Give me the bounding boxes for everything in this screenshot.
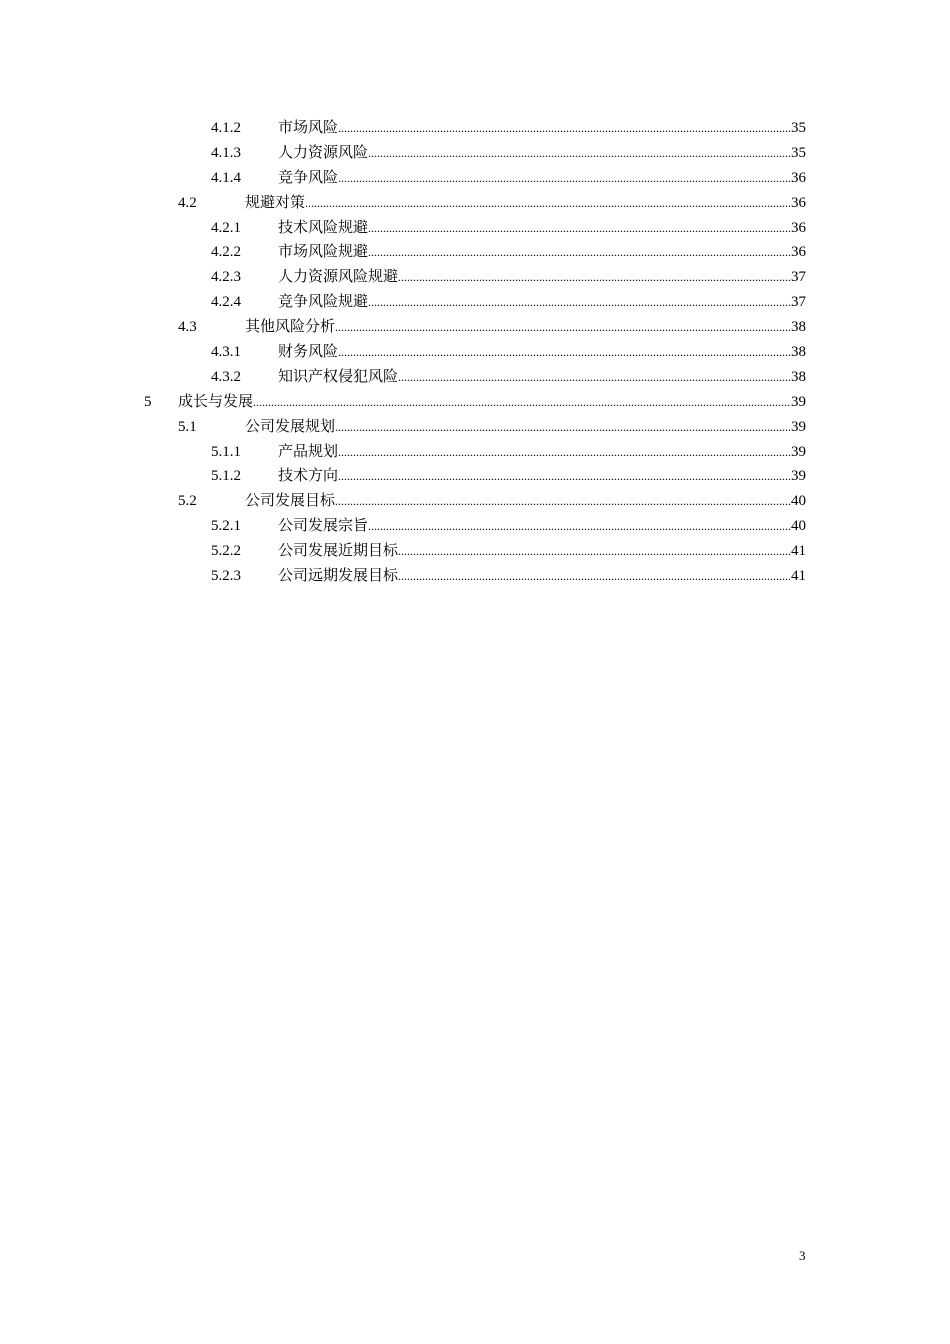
- toc-entry[interactable]: [0, 240, 950, 265]
- toc-entry[interactable]: [0, 390, 950, 415]
- dot-leader: [368, 141, 791, 166]
- toc-entry-number: 4.2.2: [211, 244, 241, 261]
- toc-entry-title: 市场风险: [278, 119, 339, 136]
- toc-entry-page: 36: [791, 219, 806, 236]
- toc-entry[interactable]: [0, 191, 950, 216]
- toc-entry-number: 5.2.3: [211, 568, 241, 585]
- dot-leader: [338, 116, 791, 141]
- toc-entry-number: 4.3: [178, 319, 197, 336]
- toc-entry-title: 竞争风险: [278, 169, 339, 186]
- toc-entry-title: 公司发展规划: [245, 418, 336, 435]
- dot-leader: [368, 240, 791, 265]
- toc-entry-page: 39: [791, 418, 806, 435]
- toc-entry-number: 4.1.4: [211, 169, 241, 186]
- toc-entry-title: 人力资源风险规避: [278, 269, 399, 286]
- toc-entry[interactable]: [0, 489, 950, 514]
- dot-leader: [398, 564, 791, 589]
- toc-entry-page: 40: [791, 493, 806, 510]
- toc-entry-page: 37: [791, 269, 806, 286]
- toc-entry[interactable]: [0, 166, 950, 191]
- toc-entry[interactable]: [0, 415, 950, 440]
- toc-entry[interactable]: [0, 315, 950, 340]
- toc-entry-title: 产品规划: [278, 443, 339, 460]
- toc-entry-page: 39: [791, 443, 806, 460]
- toc-entry[interactable]: [0, 116, 950, 141]
- toc-entry[interactable]: [0, 290, 950, 315]
- toc-entry-page: 36: [791, 244, 806, 261]
- page-number: 3: [799, 1248, 806, 1263]
- toc-entry-title: 公司发展近期目标: [278, 543, 399, 560]
- toc-entry-title: 技术风险规避: [278, 219, 369, 236]
- toc-entry-title: 其他风险分析: [245, 319, 336, 336]
- toc-entry-number: 4.2.1: [211, 219, 241, 236]
- dot-leader: [368, 290, 791, 315]
- toc-entry-title: 竞争风险规避: [278, 294, 369, 311]
- toc-entry[interactable]: [0, 265, 950, 290]
- toc-entry-number: 5.1.2: [211, 468, 241, 485]
- toc-entry-page: 38: [791, 344, 806, 360]
- toc-entry-page: 40: [791, 518, 806, 535]
- toc-entry-title: 规避对策: [245, 194, 306, 211]
- dot-leader: [338, 340, 791, 365]
- toc-entry-page: 38: [791, 319, 806, 336]
- dot-leader: [398, 265, 791, 290]
- toc-entry-title: 技术方向: [278, 468, 339, 485]
- toc-entry-number: 4.3.2: [211, 368, 241, 385]
- dot-leader: [398, 539, 791, 564]
- toc-entry-number: 5.2: [178, 493, 197, 510]
- toc-entry-title: 公司远期发展目标: [278, 568, 399, 585]
- toc-entry-page: 38: [791, 368, 806, 385]
- toc-entry-number: 4.3.1: [211, 344, 241, 360]
- toc-entry[interactable]: [0, 440, 950, 465]
- toc-entry[interactable]: [0, 216, 950, 241]
- dot-leader: [305, 191, 791, 216]
- toc-entry-number: 4.1.2: [211, 119, 241, 136]
- toc-entry-page: 39: [791, 393, 806, 410]
- toc-entry-page: 35: [791, 144, 806, 161]
- toc-entry-title: 知识产权侵犯风险: [278, 368, 399, 385]
- toc-entry[interactable]: [0, 340, 950, 365]
- toc-entry-page: 41: [791, 543, 806, 560]
- toc-entry-page: 36: [791, 194, 806, 211]
- toc-entry-page: 36: [791, 169, 806, 186]
- toc-entry-title: 人力资源风险: [278, 144, 369, 161]
- toc-entry[interactable]: [0, 539, 950, 564]
- toc-entry-page: 39: [791, 468, 806, 485]
- dot-leader: [338, 440, 791, 465]
- dot-leader: [338, 166, 791, 191]
- toc-entry-number: 5.1: [178, 418, 197, 435]
- dot-leader: [368, 514, 791, 539]
- toc-entry[interactable]: [0, 141, 950, 166]
- toc-entry-number: 5: [144, 393, 152, 410]
- toc-entry-number: 5.2.1: [211, 518, 241, 535]
- dot-leader: [338, 464, 791, 489]
- toc-entry-number: 4.1.3: [211, 144, 241, 161]
- dot-leader: [253, 390, 791, 415]
- toc-entry-title: 市场风险规避: [278, 244, 369, 261]
- toc-entry-number: 4.2: [178, 194, 197, 211]
- toc-entry-title: 财务风险: [278, 344, 339, 360]
- table-of-contents: [0, 116, 950, 589]
- toc-entry[interactable]: [0, 464, 950, 489]
- toc-entry[interactable]: [0, 514, 950, 539]
- toc-entry-number: 5.1.1: [211, 443, 241, 460]
- dot-leader: [368, 216, 791, 241]
- toc-entry-page: 41: [791, 568, 806, 585]
- dot-leader: [335, 315, 791, 340]
- toc-entry-number: 4.2.3: [211, 269, 241, 286]
- toc-entry-title: 公司发展宗旨: [278, 518, 369, 535]
- dot-leader: [335, 489, 791, 514]
- toc-entry-title: 成长与发展: [178, 393, 254, 410]
- toc-entry-number: 4.2.4: [211, 294, 241, 311]
- dot-leader: [335, 415, 791, 440]
- dot-leader: [398, 365, 791, 390]
- toc-entry[interactable]: [0, 564, 950, 589]
- toc-entry-page: 37: [791, 294, 806, 311]
- toc-entry-page: 35: [791, 119, 806, 136]
- toc-entry[interactable]: [0, 365, 950, 390]
- toc-entry-number: 5.2.2: [211, 543, 241, 560]
- toc-entry-title: 公司发展目标: [245, 493, 336, 510]
